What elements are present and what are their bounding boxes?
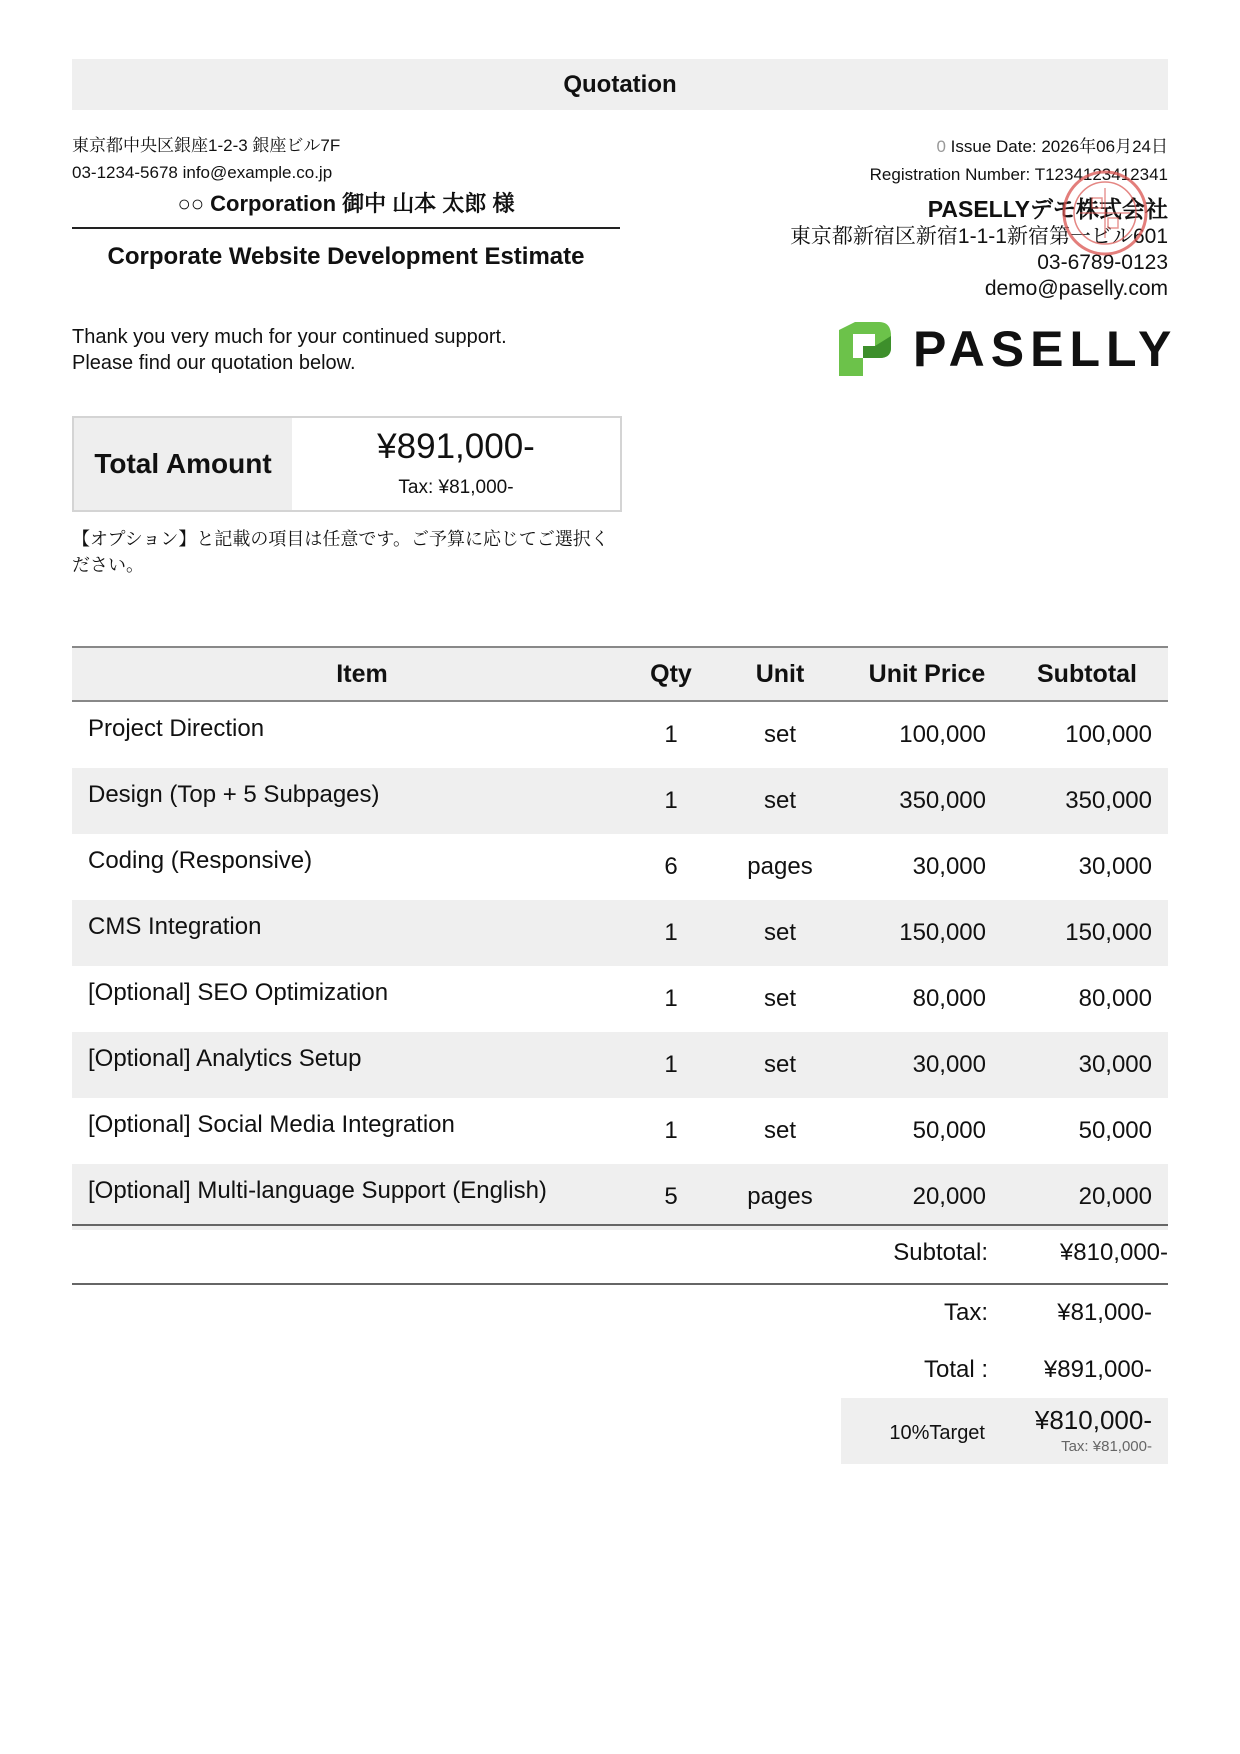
header-subtotal: Subtotal bbox=[1037, 660, 1137, 688]
row-unit: set bbox=[763, 1117, 796, 1144]
row-item: [Optional] Analytics Setup bbox=[88, 1045, 362, 1072]
row-subtotal: 150,000 bbox=[1065, 919, 1152, 946]
summary-tax-value: ¥81,000- bbox=[1057, 1299, 1152, 1326]
issue-date: Issue Date: 2026年06月24日 bbox=[950, 137, 1168, 156]
row-subtotal: 50,000 bbox=[1078, 1117, 1152, 1144]
row-unit-price: 150,000 bbox=[899, 919, 986, 946]
row-unit-price: 30,000 bbox=[912, 1051, 986, 1078]
row-item: [Optional] Multi-language Support (English) bbox=[88, 1177, 547, 1204]
row-subtotal: 30,000 bbox=[1078, 1051, 1152, 1078]
row-qty: 1 bbox=[664, 787, 678, 814]
row-item: Design (Top + 5 Subpages) bbox=[88, 781, 380, 808]
table-row bbox=[72, 702, 1168, 768]
table-header bbox=[72, 646, 1168, 702]
header-unit-price: Unit Price bbox=[868, 660, 986, 688]
row-qty: 6 bbox=[664, 853, 678, 880]
greeting-line-1: Thank you very much for your continued support. bbox=[72, 326, 507, 348]
row-unit-price: 100,000 bbox=[899, 721, 986, 748]
issue-index: 0 bbox=[936, 137, 946, 156]
row-unit-price: 350,000 bbox=[899, 787, 986, 814]
row-item: CMS Integration bbox=[88, 913, 262, 940]
issuer-company: PASELLYデモ株式会社 bbox=[927, 196, 1168, 222]
row-unit-price: 50,000 bbox=[912, 1117, 986, 1144]
tax-breakdown-box bbox=[841, 1398, 1168, 1464]
row-unit: set bbox=[763, 721, 796, 748]
table-row bbox=[72, 966, 1168, 1032]
row-unit: pages bbox=[747, 1183, 813, 1210]
issuer-phone: 03-6789-0123 bbox=[1037, 251, 1168, 274]
total-amount-value: ¥891,000- bbox=[377, 427, 535, 466]
header-item: Item bbox=[336, 660, 388, 688]
row-subtotal: 30,000 bbox=[1078, 853, 1152, 880]
summary-divider-top bbox=[72, 1224, 1168, 1226]
table-row bbox=[72, 768, 1168, 834]
total-amount-label: Total Amount bbox=[74, 418, 292, 510]
summary-total-label: Total : bbox=[923, 1356, 988, 1383]
header-unit: Unit bbox=[755, 660, 805, 688]
line-items-table bbox=[72, 646, 1168, 1230]
row-unit: pages bbox=[747, 853, 813, 880]
row-item: [Optional] Social Media Integration bbox=[88, 1111, 455, 1138]
row-unit: set bbox=[763, 985, 796, 1012]
summary-tax-label: Tax: bbox=[943, 1299, 988, 1326]
row-subtotal: 100,000 bbox=[1065, 721, 1152, 748]
row-qty: 1 bbox=[664, 919, 678, 946]
greeting bbox=[72, 324, 507, 376]
header-qty: Qty bbox=[650, 660, 692, 688]
client-divider bbox=[72, 227, 620, 229]
client-address: 東京都中央区銀座1-2-3 銀座ビル7F bbox=[72, 136, 341, 155]
client-name: ○○ Corporation 御中 山本 太郎 様 bbox=[177, 191, 515, 216]
summary-subtotal-value: ¥810,000- bbox=[1059, 1239, 1168, 1266]
row-subtotal: 80,000 bbox=[1078, 985, 1152, 1012]
greeting-line-2: Please find our quotation below. bbox=[72, 352, 356, 374]
tax-breakdown-tax: Tax: ¥81,000- bbox=[1061, 1438, 1152, 1455]
table-row bbox=[72, 900, 1168, 966]
total-amount-box bbox=[72, 416, 622, 512]
table-row bbox=[72, 1098, 1168, 1164]
client-address-block bbox=[72, 132, 340, 186]
summary-total-value: ¥891,000- bbox=[1043, 1356, 1152, 1383]
row-qty: 1 bbox=[664, 1051, 678, 1078]
issuer-address: 東京都新宿区新宿1-1-1新宿第一ビル601 bbox=[789, 225, 1168, 248]
tax-breakdown-amount: ¥810,000- bbox=[1034, 1405, 1152, 1435]
summary-divider-mid bbox=[72, 1283, 1168, 1285]
row-unit-price: 20,000 bbox=[912, 1183, 986, 1210]
summary-subtotal-label: Subtotal: bbox=[893, 1239, 988, 1266]
document-title: Quotation bbox=[72, 59, 1168, 110]
row-subtotal: 20,000 bbox=[1078, 1183, 1152, 1210]
paselly-logo bbox=[835, 318, 1178, 380]
row-item: Project Direction bbox=[88, 715, 265, 742]
client-contact: 03-1234-5678 info@example.co.jp bbox=[72, 163, 333, 182]
issuer-email: demo@paselly.com bbox=[984, 277, 1168, 300]
option-note: 【オプション】と記載の項目は任意です。ご予算に応じてご選択ください。 bbox=[72, 529, 609, 575]
quotation-subject: Corporate Website Development Estimate bbox=[107, 243, 585, 270]
total-amount-tax: Tax: ¥81,000- bbox=[398, 477, 514, 498]
row-unit-price: 80,000 bbox=[912, 985, 986, 1012]
table-row bbox=[72, 1032, 1168, 1098]
registration-number: Registration Number: T1234123412341 bbox=[869, 165, 1168, 184]
row-qty: 1 bbox=[664, 1117, 678, 1144]
row-item: [Optional] SEO Optimization bbox=[88, 979, 389, 1006]
row-unit: set bbox=[763, 919, 796, 946]
row-qty: 1 bbox=[664, 721, 678, 748]
company-seal-icon bbox=[1060, 168, 1150, 258]
row-unit: set bbox=[763, 1051, 796, 1078]
row-unit: set bbox=[763, 787, 796, 814]
row-subtotal: 350,000 bbox=[1065, 787, 1152, 814]
table-row bbox=[72, 1164, 1168, 1230]
issue-date-line bbox=[936, 134, 1168, 160]
row-item: Coding (Responsive) bbox=[88, 847, 313, 874]
row-unit-price: 30,000 bbox=[912, 853, 986, 880]
tax-breakdown-label: 10%Target bbox=[889, 1422, 985, 1444]
table-row bbox=[72, 834, 1168, 900]
row-qty: 1 bbox=[664, 985, 678, 1012]
paselly-logo-text: PASELLY bbox=[913, 321, 1178, 377]
row-qty: 5 bbox=[664, 1183, 678, 1210]
